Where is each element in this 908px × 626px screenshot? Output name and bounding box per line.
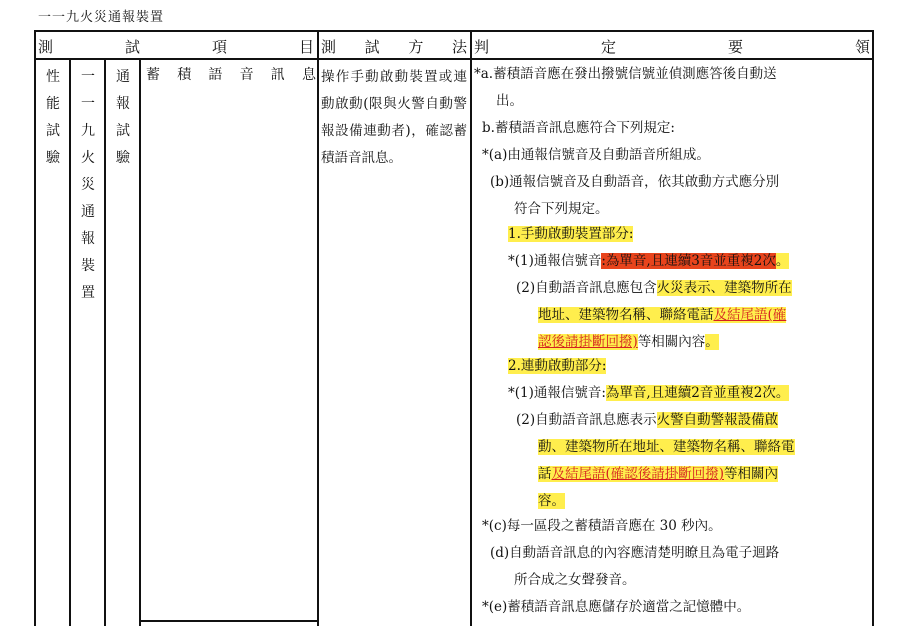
header-test-item: 測 試 項 目 (38, 38, 314, 56)
table-right-border (872, 30, 874, 626)
criteria-b-b-line1: (b)通報信號音及自動語音，依其啟動方式應分別 (490, 174, 780, 190)
s2-item2-hl4: 話 (538, 466, 552, 482)
test-type-column: 通 報 試 驗 (116, 69, 130, 166)
s1-item2-highlight2: 地址、建築物名稱、聯絡電話 (538, 307, 714, 323)
s1-item2-highlight: 火災表示、建築物所在 (656, 280, 792, 296)
criteria-border (470, 30, 472, 626)
s1-item2-tail: 等相關內容 (637, 334, 706, 350)
s2-item1-end: 。 (775, 385, 790, 401)
s1-item2-end: 。 (705, 334, 719, 350)
criteria-b: b.蓄積語音訊息應符合下列規定: (482, 120, 675, 136)
criteria-a-line1: *a.蓄積語音應在發出撥號信號並偵測應答後自動送 (474, 66, 777, 82)
s1-item1-end: 。 (775, 253, 790, 269)
section2-item2-line4 (538, 489, 565, 513)
s2-item2-red: 及結尾語(確認後請掛斷回撥) (551, 466, 725, 482)
section1-item1 (508, 249, 789, 273)
s2-item2-end: 容。 (538, 493, 565, 509)
section2-label: 2.連動啟動部分: (508, 358, 607, 374)
s2-item2-highlight2: 動、建築物所在地址、建築物名稱 (538, 439, 741, 455)
s1-item2-red2: 認後請掛斷回撥) (538, 334, 638, 350)
section2-item1 (508, 381, 789, 405)
section2-item2-line3 (538, 462, 778, 486)
s2-item2-highlight: 火警自動警報設備啟 (656, 412, 779, 428)
section1-heading (508, 222, 633, 246)
s1-item2-red: 及結尾語(確 (713, 307, 787, 323)
section1-item2-line1 (516, 276, 792, 300)
criteria-b-a: *(a)由通報信號音及自動語音所組成。 (482, 147, 710, 163)
section2-item2-line2 (538, 435, 795, 459)
section1-label: 1.手動啟動裝置部分: (508, 226, 634, 242)
s1-item2-prefix: (2)自動語音訊息應包含 (516, 280, 657, 296)
header-bottom-border (34, 58, 872, 60)
criteria-c: *(c)每一區段之蓄積語音應在 30 秒內。 (482, 518, 722, 534)
s1-item1-prefix: *(1)通報信號音 (508, 253, 602, 269)
table-top-border (34, 30, 872, 32)
test-method-text: 操作手動啟動裝置或連動啟動(限與火警自動警報設備連動者)，確認蓄積語音訊息。 (321, 69, 467, 166)
section1-item2-line2 (538, 303, 786, 327)
s1-item1-emphasis: :為單音,且連續3音並重複2次 (601, 253, 776, 269)
s2-item1-prefix: *(1)通報信號音: (508, 385, 606, 401)
criteria-d-line2: 所合成之女聲發音。 (514, 572, 636, 588)
method-border (317, 30, 319, 626)
section2-heading (508, 354, 606, 378)
device-column: 一 一 九 火 災 通 報 裝 置 (81, 69, 95, 301)
item-bottom-border (139, 620, 317, 622)
criteria-d-line1: (d)自動語音訊息的內容應清楚明瞭且為電子迴路 (490, 545, 780, 561)
section2-item2-line1 (516, 408, 778, 432)
s2-item2-prefix: (2)自動語音訊息應表示 (516, 412, 657, 428)
s2-item2-highlight3: 、聯絡電 (740, 439, 795, 455)
document-title: 一一九火災通報裝置 (38, 10, 165, 25)
test-item-text: 蓄 積 語 音 訊 息 (146, 67, 316, 83)
criteria-a-line2: 出。 (496, 93, 523, 109)
s2-item2-tail: 等相關內 (724, 466, 779, 482)
section1-item2-line3 (538, 330, 719, 354)
criteria-e: *(e)蓄積語音訊息應儲存於適當之記憶體中。 (482, 599, 751, 615)
s2-item1-emphasis: 為單音,且連續2音並重複2次 (605, 385, 776, 401)
criteria-b-b-line2: 符合下列規定。 (514, 201, 609, 217)
header-test-method: 測 試 方 法 (321, 38, 467, 56)
header-criteria: 判 定 要 領 (474, 38, 870, 56)
category-column: 性 能 試 驗 (46, 69, 60, 166)
